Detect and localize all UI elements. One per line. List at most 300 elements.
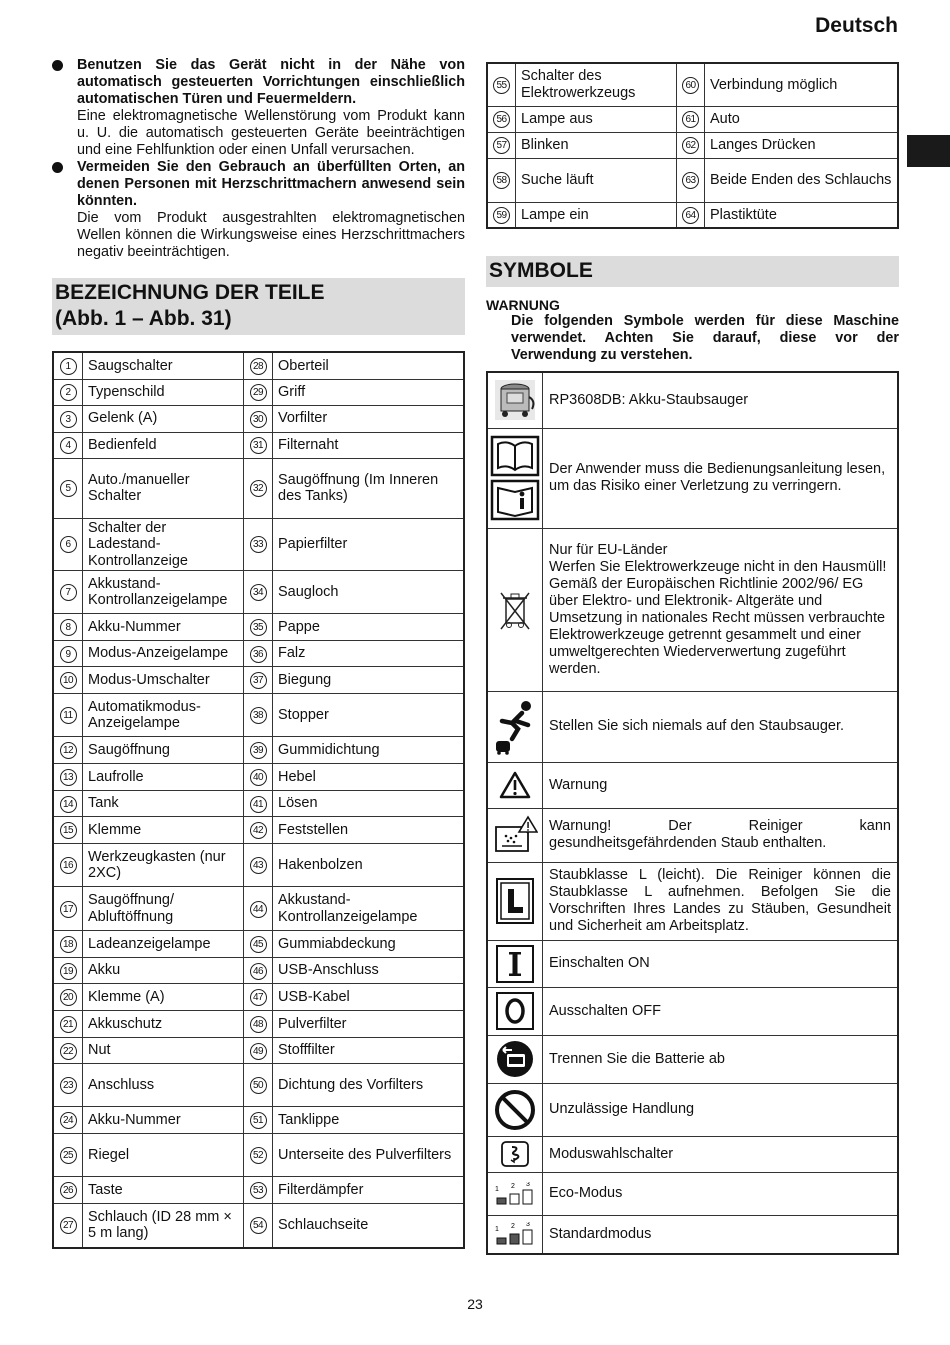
number-cell: [244, 458, 273, 518]
parts-title-line2: (Abb. 1 – Abb. 31): [55, 307, 232, 330]
part-number-badge: 62: [682, 137, 699, 154]
symbol-description-line: Gemäß der Europäischen Richtlinie 2002/96/ EG über Elektro- und Elektronik- Altgeräte und Umsetzung in nationales Recht müssen verbrauchte Elektrowerkzeuge getrennt gesammelt und einer umweltgerechten Wiederverwertung zugeführt werden.: [549, 575, 886, 677]
parts-row: [53, 518, 464, 571]
part-number-badge: 44: [250, 901, 267, 918]
number-cell: [244, 737, 273, 764]
vacuum-cleaner-icon: [490, 377, 540, 423]
number-cell: [244, 667, 273, 694]
label-cell: Suche läuft: [516, 158, 677, 202]
part-number-badge: 14: [60, 796, 77, 813]
part-number-badge: 40: [250, 769, 267, 786]
label-cell: Oberteil: [273, 352, 465, 379]
symbol-description-line: Der Anwender muss die Bedienungsanleitung lesen, um das Risiko einer Verletzung zu verringern.: [549, 461, 886, 494]
left-column: [52, 57, 465, 1249]
label-cell: Schlauch (ID 28 mm × 5 m lang): [83, 1204, 244, 1248]
label-cell: Lösen: [273, 791, 465, 817]
part-number-badge: 33: [250, 536, 267, 553]
label-cell: Schalter des Elektrowerkzeugs: [516, 63, 677, 106]
bullet-body-text: Eine elektromagnetische Wellenstörung vom Produkt kann u. U. die automatisch gesteuerten Geräte beeinträchtigen und eine Fehlfunktion oder einen Unfall verursachen.: [77, 108, 465, 158]
label-cell: Saugöffnung/ Abluftöffnung: [83, 887, 244, 931]
label-cell: Feststellen: [273, 817, 465, 844]
safety-bullet: [52, 159, 465, 261]
part-number-badge: 16: [60, 857, 77, 874]
symbol-description: [543, 1083, 899, 1136]
number-cell: [244, 1204, 273, 1248]
number-cell: [244, 1177, 273, 1204]
parts-title-line1: BEZEICHNUNG DER TEILE: [55, 281, 325, 304]
symbol-icon-cell: [487, 862, 543, 940]
legend-row: [487, 202, 898, 228]
label-cell: Saugöffnung: [83, 737, 244, 764]
part-number-badge: 31: [250, 437, 267, 454]
power-off-icon: [490, 991, 540, 1031]
part-number-badge: 59: [493, 207, 510, 224]
legend-table: [486, 62, 899, 229]
symbol-description-line: Standardmodus: [549, 1225, 652, 1242]
label-cell: Akku: [83, 958, 244, 984]
symbol-description: [543, 1035, 899, 1083]
bullet-dot: [52, 60, 63, 71]
symbol-row: [487, 1083, 898, 1136]
number-cell: [53, 791, 83, 817]
label-cell: Griff: [273, 379, 465, 405]
number-cell: [677, 63, 705, 106]
label-cell: Tanklippe: [273, 1107, 465, 1134]
symbol-icon-cell: [487, 1215, 543, 1254]
right-column: [486, 62, 899, 1255]
number-cell: [53, 641, 83, 667]
number-cell: [487, 106, 516, 132]
parts-row: [53, 641, 464, 667]
symbol-description-line: Stellen Sie sich niemals auf den Staubsauger.: [549, 718, 845, 734]
parts-row: [53, 764, 464, 791]
number-cell: [53, 352, 83, 379]
label-cell: Schlauchseite: [273, 1204, 465, 1248]
number-cell: [244, 1064, 273, 1107]
parts-row: [53, 1134, 464, 1177]
bullet-dot: [52, 162, 63, 173]
number-cell: [244, 518, 273, 571]
number-cell: [244, 1134, 273, 1177]
label-cell: Nut: [83, 1038, 244, 1064]
bullet-bold-text: Benutzen Sie das Gerät nicht in der Nähe von automatisch gesteuerten Vorrichtungen einschließlich automatischen Türen und Feuermeldern.: [77, 57, 465, 107]
part-number-badge: 60: [682, 77, 699, 94]
part-number-badge: 4: [60, 437, 77, 454]
number-cell: [53, 694, 83, 737]
part-number-badge: 20: [60, 989, 77, 1006]
number-cell: [53, 458, 83, 518]
label-cell: Klemme (A): [83, 984, 244, 1011]
symbol-description-line: Trennen Sie die Batterie ab: [549, 1050, 725, 1067]
part-number-badge: 10: [60, 672, 77, 689]
label-cell: Anschluss: [83, 1064, 244, 1107]
part-number-badge: 28: [250, 358, 267, 375]
number-cell: [53, 1107, 83, 1134]
parts-row: [53, 887, 464, 931]
parts-row: [53, 1204, 464, 1248]
part-number-badge: 50: [250, 1077, 267, 1094]
part-number-badge: 21: [60, 1016, 77, 1033]
symbol-description-line: Nur für EU-Länder: [549, 541, 668, 558]
warning-title: WARNUNG: [486, 297, 560, 313]
number-cell: [487, 202, 516, 228]
part-number-badge: 12: [60, 742, 77, 759]
crossed-bin-icon: [490, 589, 540, 631]
part-number-badge: 17: [60, 901, 77, 918]
part-number-badge: 49: [250, 1043, 267, 1060]
number-cell: [244, 984, 273, 1011]
symbol-row: [487, 1136, 898, 1172]
parts-row: [53, 667, 464, 694]
label-cell: Blinken: [516, 132, 677, 158]
no-standing-icon: [490, 699, 540, 755]
label-cell: Saugöffnung (Im Inneren des Tanks): [273, 458, 465, 518]
part-number-badge: 18: [60, 936, 77, 953]
label-cell: Pappe: [273, 614, 465, 641]
part-number-badge: 51: [250, 1112, 267, 1129]
symbol-description: [543, 372, 899, 428]
parts-row: [53, 614, 464, 641]
number-cell: [244, 352, 273, 379]
label-cell: Akku-Nummer: [83, 1107, 244, 1134]
language-label: Deutsch: [815, 14, 898, 37]
part-number-badge: 25: [60, 1147, 77, 1164]
parts-row: [53, 931, 464, 958]
bullet-body-text: Die vom Produkt ausgestrahlten elektromagnetischen Wellen können die Wirkungsweise eines Herzschrittmachers negativ beeinträchtigen.: [77, 210, 465, 260]
parts-row: [53, 458, 464, 518]
part-number-badge: 8: [60, 619, 77, 636]
part-number-badge: 11: [60, 707, 77, 724]
label-cell: Lampe aus: [516, 106, 677, 132]
symbol-row: [487, 987, 898, 1035]
part-number-badge: 22: [60, 1043, 77, 1060]
part-number-badge: 38: [250, 707, 267, 724]
symbol-row: [487, 1035, 898, 1083]
number-cell: [244, 931, 273, 958]
number-cell: [53, 958, 83, 984]
symbol-description: [543, 1215, 899, 1254]
part-number-badge: 56: [493, 111, 510, 128]
symbol-description-line: Ausschalten OFF: [549, 1002, 662, 1019]
symbol-icon-cell: [487, 808, 543, 862]
legend-row: [487, 106, 898, 132]
symbol-description: [543, 528, 899, 691]
symbol-description-line: Werfen Sie Elektrowerkzeuge nicht in den Hausmüll!: [549, 558, 887, 575]
number-cell: [53, 405, 83, 432]
mode-select-icon: [490, 1141, 540, 1167]
parts-row: [53, 1011, 464, 1038]
part-number-badge: 5: [60, 480, 77, 497]
symbol-icon-cell: [487, 372, 543, 428]
part-number-badge: 19: [60, 963, 77, 980]
symbol-description: [543, 428, 899, 528]
symbol-description: [543, 862, 899, 940]
number-cell: [53, 764, 83, 791]
label-cell: Papierfilter: [273, 518, 465, 571]
svg-text:1: 1: [495, 1185, 499, 1193]
label-cell: Schalter der Ladestand-Kontrollanzeige: [83, 518, 244, 571]
section-tab-marker: [907, 135, 950, 167]
warning-text: Die folgenden Symbole werden für diese Maschine verwendet. Achten Sie darauf, diese vor der Verwendung zu verstehen.: [511, 313, 899, 363]
number-cell: [53, 1011, 83, 1038]
symbol-row: [487, 1172, 898, 1215]
label-cell: Taste: [83, 1177, 244, 1204]
part-number-badge: 46: [250, 963, 267, 980]
part-number-badge: 9: [60, 646, 77, 663]
number-cell: [53, 614, 83, 641]
symbol-icon-cell: [487, 940, 543, 987]
number-cell: [677, 106, 705, 132]
label-cell: Saugloch: [273, 571, 465, 614]
number-cell: [244, 432, 273, 458]
number-cell: [244, 844, 273, 887]
symbol-description-line: Moduswahlschalter: [549, 1145, 674, 1162]
part-number-badge: 26: [60, 1182, 77, 1199]
parts-row: [53, 694, 464, 737]
number-cell: [244, 641, 273, 667]
part-number-badge: 15: [60, 822, 77, 839]
part-number-badge: 27: [60, 1217, 77, 1234]
part-number-badge: 3: [60, 411, 77, 428]
number-cell: [487, 63, 516, 106]
legend-row: [487, 132, 898, 158]
label-cell: Biegung: [273, 667, 465, 694]
number-cell: [244, 764, 273, 791]
part-number-badge: 23: [60, 1077, 77, 1094]
symbol-row: [487, 691, 898, 762]
svg-text:3: 3: [526, 1222, 530, 1229]
symbol-icon-cell: [487, 987, 543, 1035]
number-cell: [244, 1011, 273, 1038]
symbol-icon-cell: [487, 428, 543, 528]
svg-text:3: 3: [526, 1181, 530, 1188]
parts-row: [53, 817, 464, 844]
part-number-badge: 34: [250, 584, 267, 601]
label-cell: Stopper: [273, 694, 465, 737]
number-cell: [244, 694, 273, 737]
parts-row: [53, 1107, 464, 1134]
label-cell: Modus-Umschalter: [83, 667, 244, 694]
part-number-badge: 6: [60, 536, 77, 553]
part-number-badge: 7: [60, 584, 77, 601]
safety-bullet: [52, 57, 465, 159]
symbol-description: [543, 1136, 899, 1172]
label-cell: Automatikmodus-Anzeigelampe: [83, 694, 244, 737]
symbol-icon-cell: [487, 528, 543, 691]
label-cell: USB-Anschluss: [273, 958, 465, 984]
symbol-row: [487, 1215, 898, 1254]
symbol-row: [487, 372, 898, 428]
symbol-icon-cell: [487, 1083, 543, 1136]
label-cell: Gelenk (A): [83, 405, 244, 432]
part-number-badge: 48: [250, 1016, 267, 1033]
symbol-description: [543, 808, 899, 862]
number-cell: [53, 432, 83, 458]
standard-mode-icon: [490, 1222, 540, 1246]
label-cell: Modus-Anzeigelampe: [83, 641, 244, 667]
number-cell: [244, 379, 273, 405]
number-cell: [244, 1038, 273, 1064]
number-cell: [244, 817, 273, 844]
part-number-badge: 41: [250, 796, 267, 813]
label-cell: Pulverfilter: [273, 1011, 465, 1038]
part-number-badge: 37: [250, 672, 267, 689]
label-cell: Lampe ein: [516, 202, 677, 228]
parts-row: [53, 1064, 464, 1107]
number-cell: [53, 667, 83, 694]
label-cell: Dichtung des Vorfilters: [273, 1064, 465, 1107]
part-number-badge: 30: [250, 411, 267, 428]
svg-text:2: 2: [511, 1182, 515, 1190]
label-cell: Klemme: [83, 817, 244, 844]
part-number-badge: 61: [682, 111, 699, 128]
symbol-row: [487, 428, 898, 528]
label-cell: Bedienfeld: [83, 432, 244, 458]
label-cell: Laufrolle: [83, 764, 244, 791]
safety-bullets: [52, 57, 465, 261]
label-cell: Verbindung möglich: [705, 63, 899, 106]
part-number-badge: 54: [250, 1217, 267, 1234]
parts-row: [53, 958, 464, 984]
number-cell: [244, 958, 273, 984]
number-cell: [53, 518, 83, 571]
label-cell: Akku-Nummer: [83, 614, 244, 641]
label-cell: Auto./manueller Schalter: [83, 458, 244, 518]
symbol-icon-cell: [487, 762, 543, 808]
number-cell: [53, 1134, 83, 1177]
power-on-icon: [490, 944, 540, 984]
label-cell: USB-Kabel: [273, 984, 465, 1011]
part-number-badge: 32: [250, 480, 267, 497]
symbol-description: [543, 1172, 899, 1215]
symbol-row: [487, 808, 898, 862]
parts-row: [53, 1177, 464, 1204]
part-number-badge: 64: [682, 207, 699, 224]
number-cell: [677, 132, 705, 158]
symbol-icon-cell: [487, 1035, 543, 1083]
parts-section-heading: [52, 278, 465, 335]
symbols-section-heading: SYMBOLE: [486, 256, 899, 287]
label-cell: Werkzeugkasten (nur 2XC): [83, 844, 244, 887]
symbol-description-line: Unzulässige Handlung: [549, 1101, 695, 1117]
number-cell: [53, 887, 83, 931]
part-number-badge: 63: [682, 172, 699, 189]
symbol-description-line: Eco-Modus: [549, 1185, 623, 1201]
number-cell: [53, 737, 83, 764]
svg-text:1: 1: [495, 1226, 499, 1234]
legend-row: [487, 158, 898, 202]
symbol-icon-cell: [487, 1136, 543, 1172]
parts-row: [53, 352, 464, 379]
symbol-description: [543, 762, 899, 808]
parts-row: [53, 1038, 464, 1064]
label-cell: Unterseite des Pulverfilters: [273, 1134, 465, 1177]
bullet-bold-text: Vermeiden Sie den Gebrauch an überfüllten Orten, an denen Personen mit Herzschrittmachern anwesend sein könnten.: [77, 159, 465, 209]
symbol-icon-cell: [487, 1172, 543, 1215]
parts-row: [53, 791, 464, 817]
label-cell: Filterdämpfer: [273, 1177, 465, 1204]
label-cell: Hebel: [273, 764, 465, 791]
part-number-badge: 52: [250, 1147, 267, 1164]
part-number-badge: 29: [250, 384, 267, 401]
number-cell: [244, 887, 273, 931]
symbol-description-line: Einschalten ON: [549, 955, 650, 971]
number-cell: [53, 571, 83, 614]
page-number: 23: [467, 1296, 483, 1312]
number-cell: [53, 1177, 83, 1204]
part-number-badge: 2: [60, 384, 77, 401]
parts-row: [53, 379, 464, 405]
parts-row: [53, 571, 464, 614]
label-cell: Typenschild: [83, 379, 244, 405]
parts-row: [53, 405, 464, 432]
symbol-description-line: Staubklasse L (leicht). Die Reiniger können die Staubklasse L aufnehmen. Befolgen Sie die Vorschriften Ihres Landes zu Stäuben, Gesundheit und Sicherheit am Arbeitsplatz.: [549, 867, 891, 934]
symbol-icon-cell: [487, 691, 543, 762]
read-manual-icon: [490, 434, 540, 522]
symbol-description-line: Warnung! Der Reiniger kann gesundheitsgefährdenden Staub enthalten.: [549, 818, 891, 851]
symbol-description: [543, 940, 899, 987]
part-number-badge: 36: [250, 646, 267, 663]
label-cell: Akkustand-Kontrollanzeigelampe: [83, 571, 244, 614]
label-cell: Plastiktüte: [705, 202, 899, 228]
label-cell: Auto: [705, 106, 899, 132]
part-number-badge: 57: [493, 137, 510, 154]
symbol-row: [487, 940, 898, 987]
number-cell: [244, 791, 273, 817]
label-cell: Beide Enden des Schlauchs: [705, 158, 899, 202]
parts-row: [53, 844, 464, 887]
number-cell: [487, 158, 516, 202]
number-cell: [244, 571, 273, 614]
hazardous-dust-icon: [490, 815, 540, 855]
symbol-row: [487, 762, 898, 808]
parts-row: [53, 432, 464, 458]
label-cell: Akkuschutz: [83, 1011, 244, 1038]
symbol-row: [487, 862, 898, 940]
symbol-row: [487, 528, 898, 691]
number-cell: [677, 202, 705, 228]
label-cell: Hakenbolzen: [273, 844, 465, 887]
prohibited-icon: [490, 1089, 540, 1131]
legend-row: [487, 63, 898, 106]
part-number-badge: 39: [250, 742, 267, 759]
dust-class-l-icon: [490, 877, 540, 925]
part-number-badge: 45: [250, 936, 267, 953]
number-cell: [244, 614, 273, 641]
warning-triangle-icon: [490, 771, 540, 799]
part-number-badge: 55: [493, 77, 510, 94]
label-cell: Tank: [83, 791, 244, 817]
number-cell: [53, 1064, 83, 1107]
eco-mode-icon: [490, 1182, 540, 1206]
number-cell: [53, 1204, 83, 1248]
parts-row: [53, 737, 464, 764]
number-cell: [53, 844, 83, 887]
label-cell: Saugschalter: [83, 352, 244, 379]
label-cell: Filternaht: [273, 432, 465, 458]
number-cell: [244, 405, 273, 432]
number-cell: [53, 379, 83, 405]
label-cell: Stofffilter: [273, 1038, 465, 1064]
symbol-description-line: RP3608DB: Akku-Staubsauger: [549, 391, 749, 408]
remove-battery-icon: [490, 1039, 540, 1079]
parts-table: [52, 351, 465, 1249]
label-cell: Vorfilter: [273, 405, 465, 432]
number-cell: [677, 158, 705, 202]
part-number-badge: 53: [250, 1182, 267, 1199]
part-number-badge: 35: [250, 619, 267, 636]
part-number-badge: 24: [60, 1112, 77, 1129]
